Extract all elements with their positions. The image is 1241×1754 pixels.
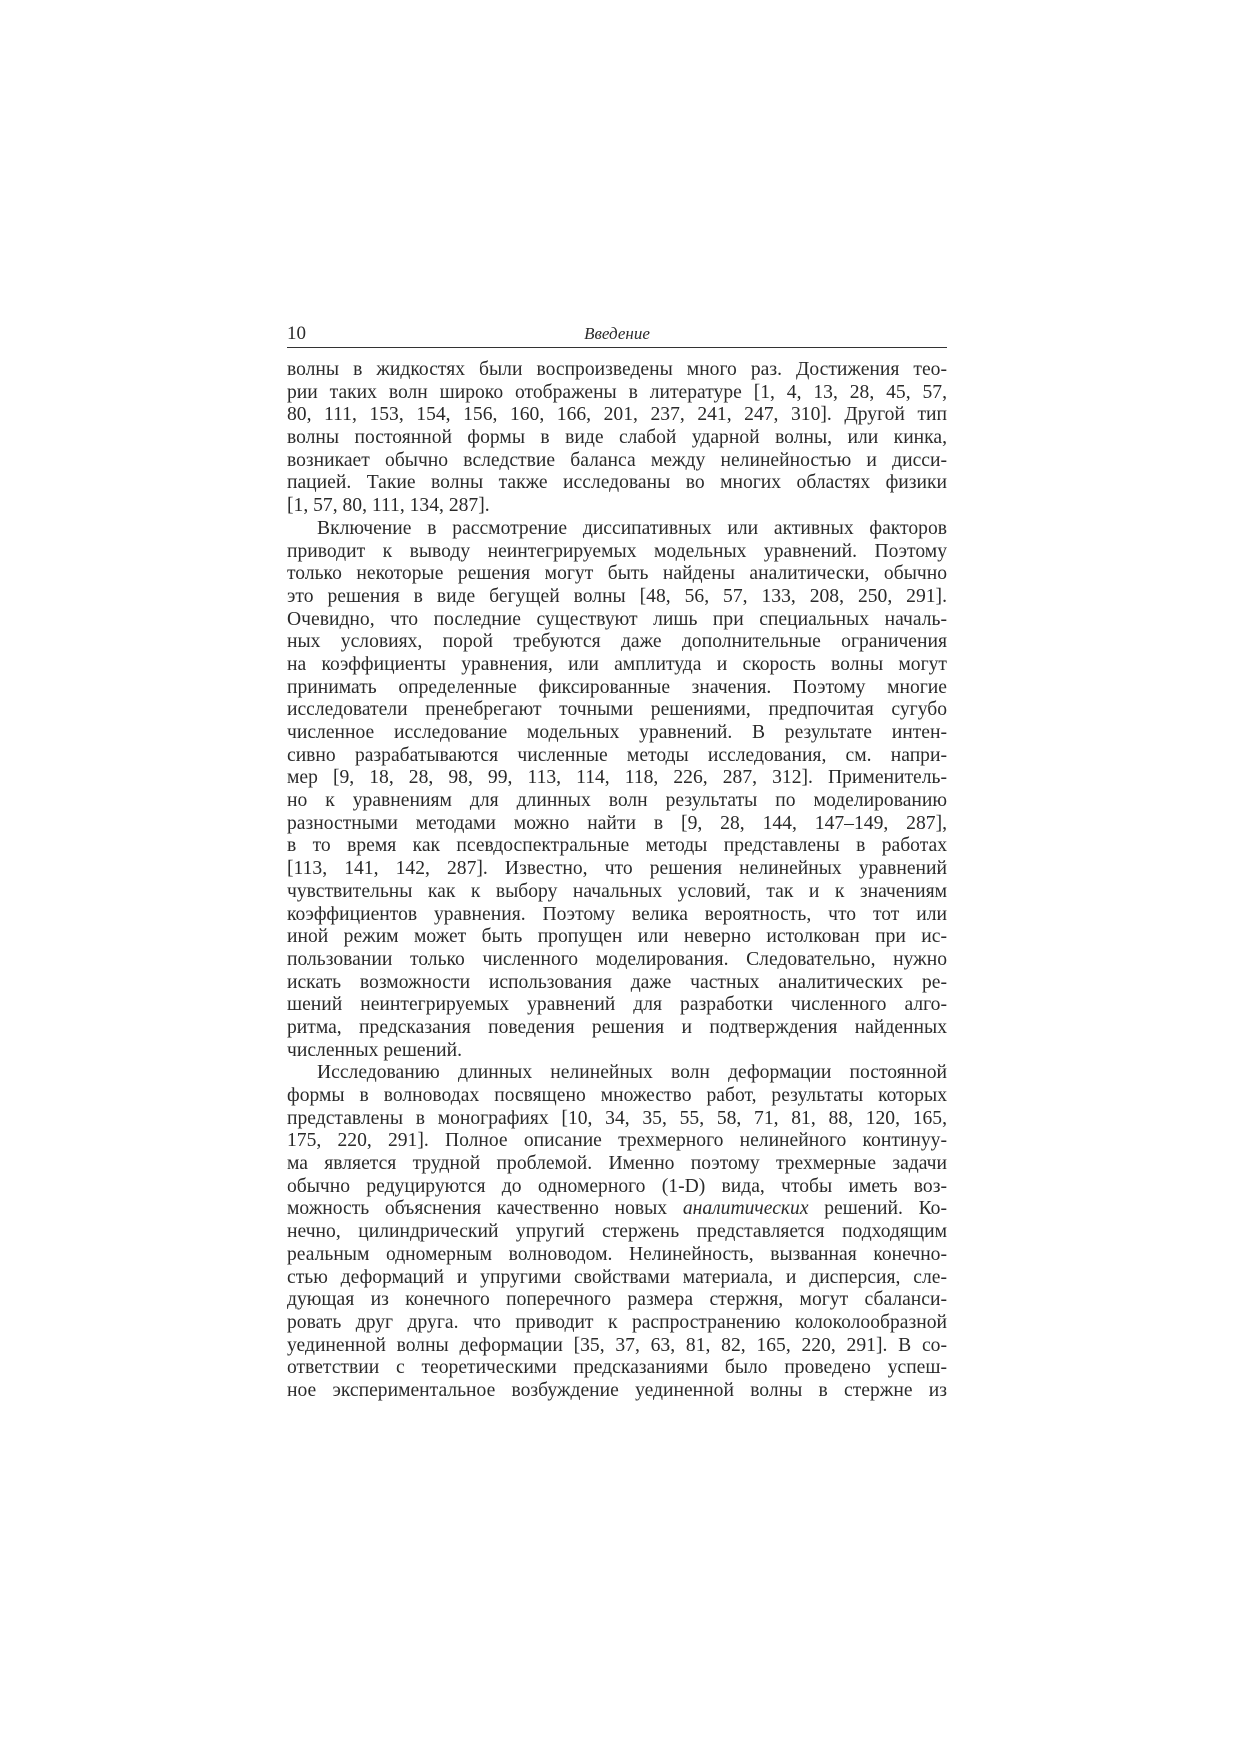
text-line: волны в жидкостях были воспроизведены много раз. Достижения тео- [287,359,947,380]
text-line: нечно, цилиндрический упругий стержень представляется подходящим [287,1221,947,1243]
text-line: но к уравнениям для длинных волн результаты по моделированию [287,790,947,812]
text-line: шений неинтегрируемых уравнений для разработки численного алго- [287,994,947,1016]
text-line: [113, 141, 142, 287]. Известно, что решения нелинейных уравнений [287,858,947,880]
text-line: Включение в рассмотрение диссипативных или активных факторов [317,517,947,539]
text-line: ных условиях, порой требуются даже дополнительные ограничения [287,631,947,653]
paragraph [287,518,947,1063]
text-line: искать возможности использования даже частных аналитических ре- [287,971,947,993]
text-line: обычно редуцируются до одномерного (1-D) вида, чтобы иметь воз- [287,1175,947,1197]
text-line: 175, 220, 291]. Полное описание трехмерного нелинейного континуу- [287,1130,947,1152]
text-line: чувствительны как к выбору начальных условий, так и к значениям [287,880,947,902]
text-line: волны постоянной формы в виде слабой ударной волны, или кинка, [287,427,947,449]
body-text [287,359,947,1403]
text-line: на коэффициенты уравнения, или амплитуда и скорость волны могут [287,653,947,675]
text-line: возникает обычно вследствие баланса между нелинейностью и дисси- [287,449,947,471]
paragraph [287,1062,947,1402]
running-title: Введение [584,324,650,343]
text-line: ное экспериментальное возбуждение уединенной волны в стержне из [287,1379,947,1401]
text-line: ма является трудной проблемой. Именно поэтому трехмерные задачи [287,1153,947,1175]
text-line: представлены в монографиях [10, 34, 35, 55, 58, 71, 81, 88, 120, 165, [287,1107,947,1129]
text-line: ритма, предсказания поведения решения и подтверждения найденных [287,1016,947,1038]
text-line: приводит к выводу неинтегрируемых модельных уравнений. Поэтому [287,540,947,562]
text-line: иной режим может быть пропущен или неверно истолкован при ис- [287,926,947,948]
text-line: можность объяснения качественно новых аналитических решений. Ко- [287,1198,947,1220]
text-line: формы в волноводах посвящено множество работ, результаты которых [287,1085,947,1106]
text-line: ровать друг друга. что приводит к распространению колоколообразной [287,1311,947,1333]
page-header [287,323,947,348]
text-line: исследователи пренебрегают точными решениями, предпочитая сугубо [287,699,947,721]
text-line: разностными методами можно найти в [9, 28, 144, 147–149, 287], [287,812,947,834]
text-line: Очевидно, что последние существуют лишь при специальных началь- [287,608,947,630]
text-line: ответствии с теоретическими предсказаниями было проведено успеш- [287,1357,947,1379]
text-line: коэффициентов уравнения. Поэтому велика вероятность, что тот или [287,903,947,925]
text-line: численное исследование модельных уравнений. В результате интен- [287,722,947,743]
text-line: Исследованию длинных нелинейных волн деформации постоянной [317,1062,947,1084]
page-number: 10 [287,323,306,344]
text-line: пацией. Такие волны также исследованы во многих областях физики [287,472,947,494]
text-line: сивно разрабатываются численные методы исследования, см. напри- [287,744,947,766]
text-line: принимать определенные фиксированные значения. Поэтому многие [287,676,947,698]
text-line: уединенной волны деформации [35, 37, 63, 81, 82, 165, 220, 291]. В со- [287,1334,947,1356]
text-line: пользовании только численного моделирования. Следовательно, нужно [287,948,947,970]
text-line: численных решений. [287,1039,462,1061]
text-line: только некоторые решения могут быть найдены аналитически, обычно [287,563,947,585]
text-line: рии таких волн широко отображены в литературе [1, 4, 13, 28, 45, 57, [287,381,947,403]
text-line: [1, 57, 80, 111, 134, 287]. [287,495,490,517]
text-line: 80, 111, 153, 154, 156, 160, 166, 201, 237, 241, 247, 310]. Другой тип [287,404,947,426]
paragraph [287,359,947,518]
text-line: мер [9, 18, 28, 98, 99, 113, 114, 118, 226, 287, 312]. Применитель- [287,767,947,789]
text-line: это решения в виде бегущей волны [48, 56, 57, 133, 208, 250, 291]. [287,585,947,607]
text-line: в то время как псевдоспектральные методы представлены в работах [287,835,947,857]
text-line: реальным одномерным волноводом. Нелинейность, вызванная конечно- [287,1243,947,1265]
text-line: стью деформаций и упругими свойствами материала, и дисперсия, сле- [287,1266,947,1288]
text-line: дующая из конечного поперечного размера стержня, могут сбаланси- [287,1289,947,1311]
